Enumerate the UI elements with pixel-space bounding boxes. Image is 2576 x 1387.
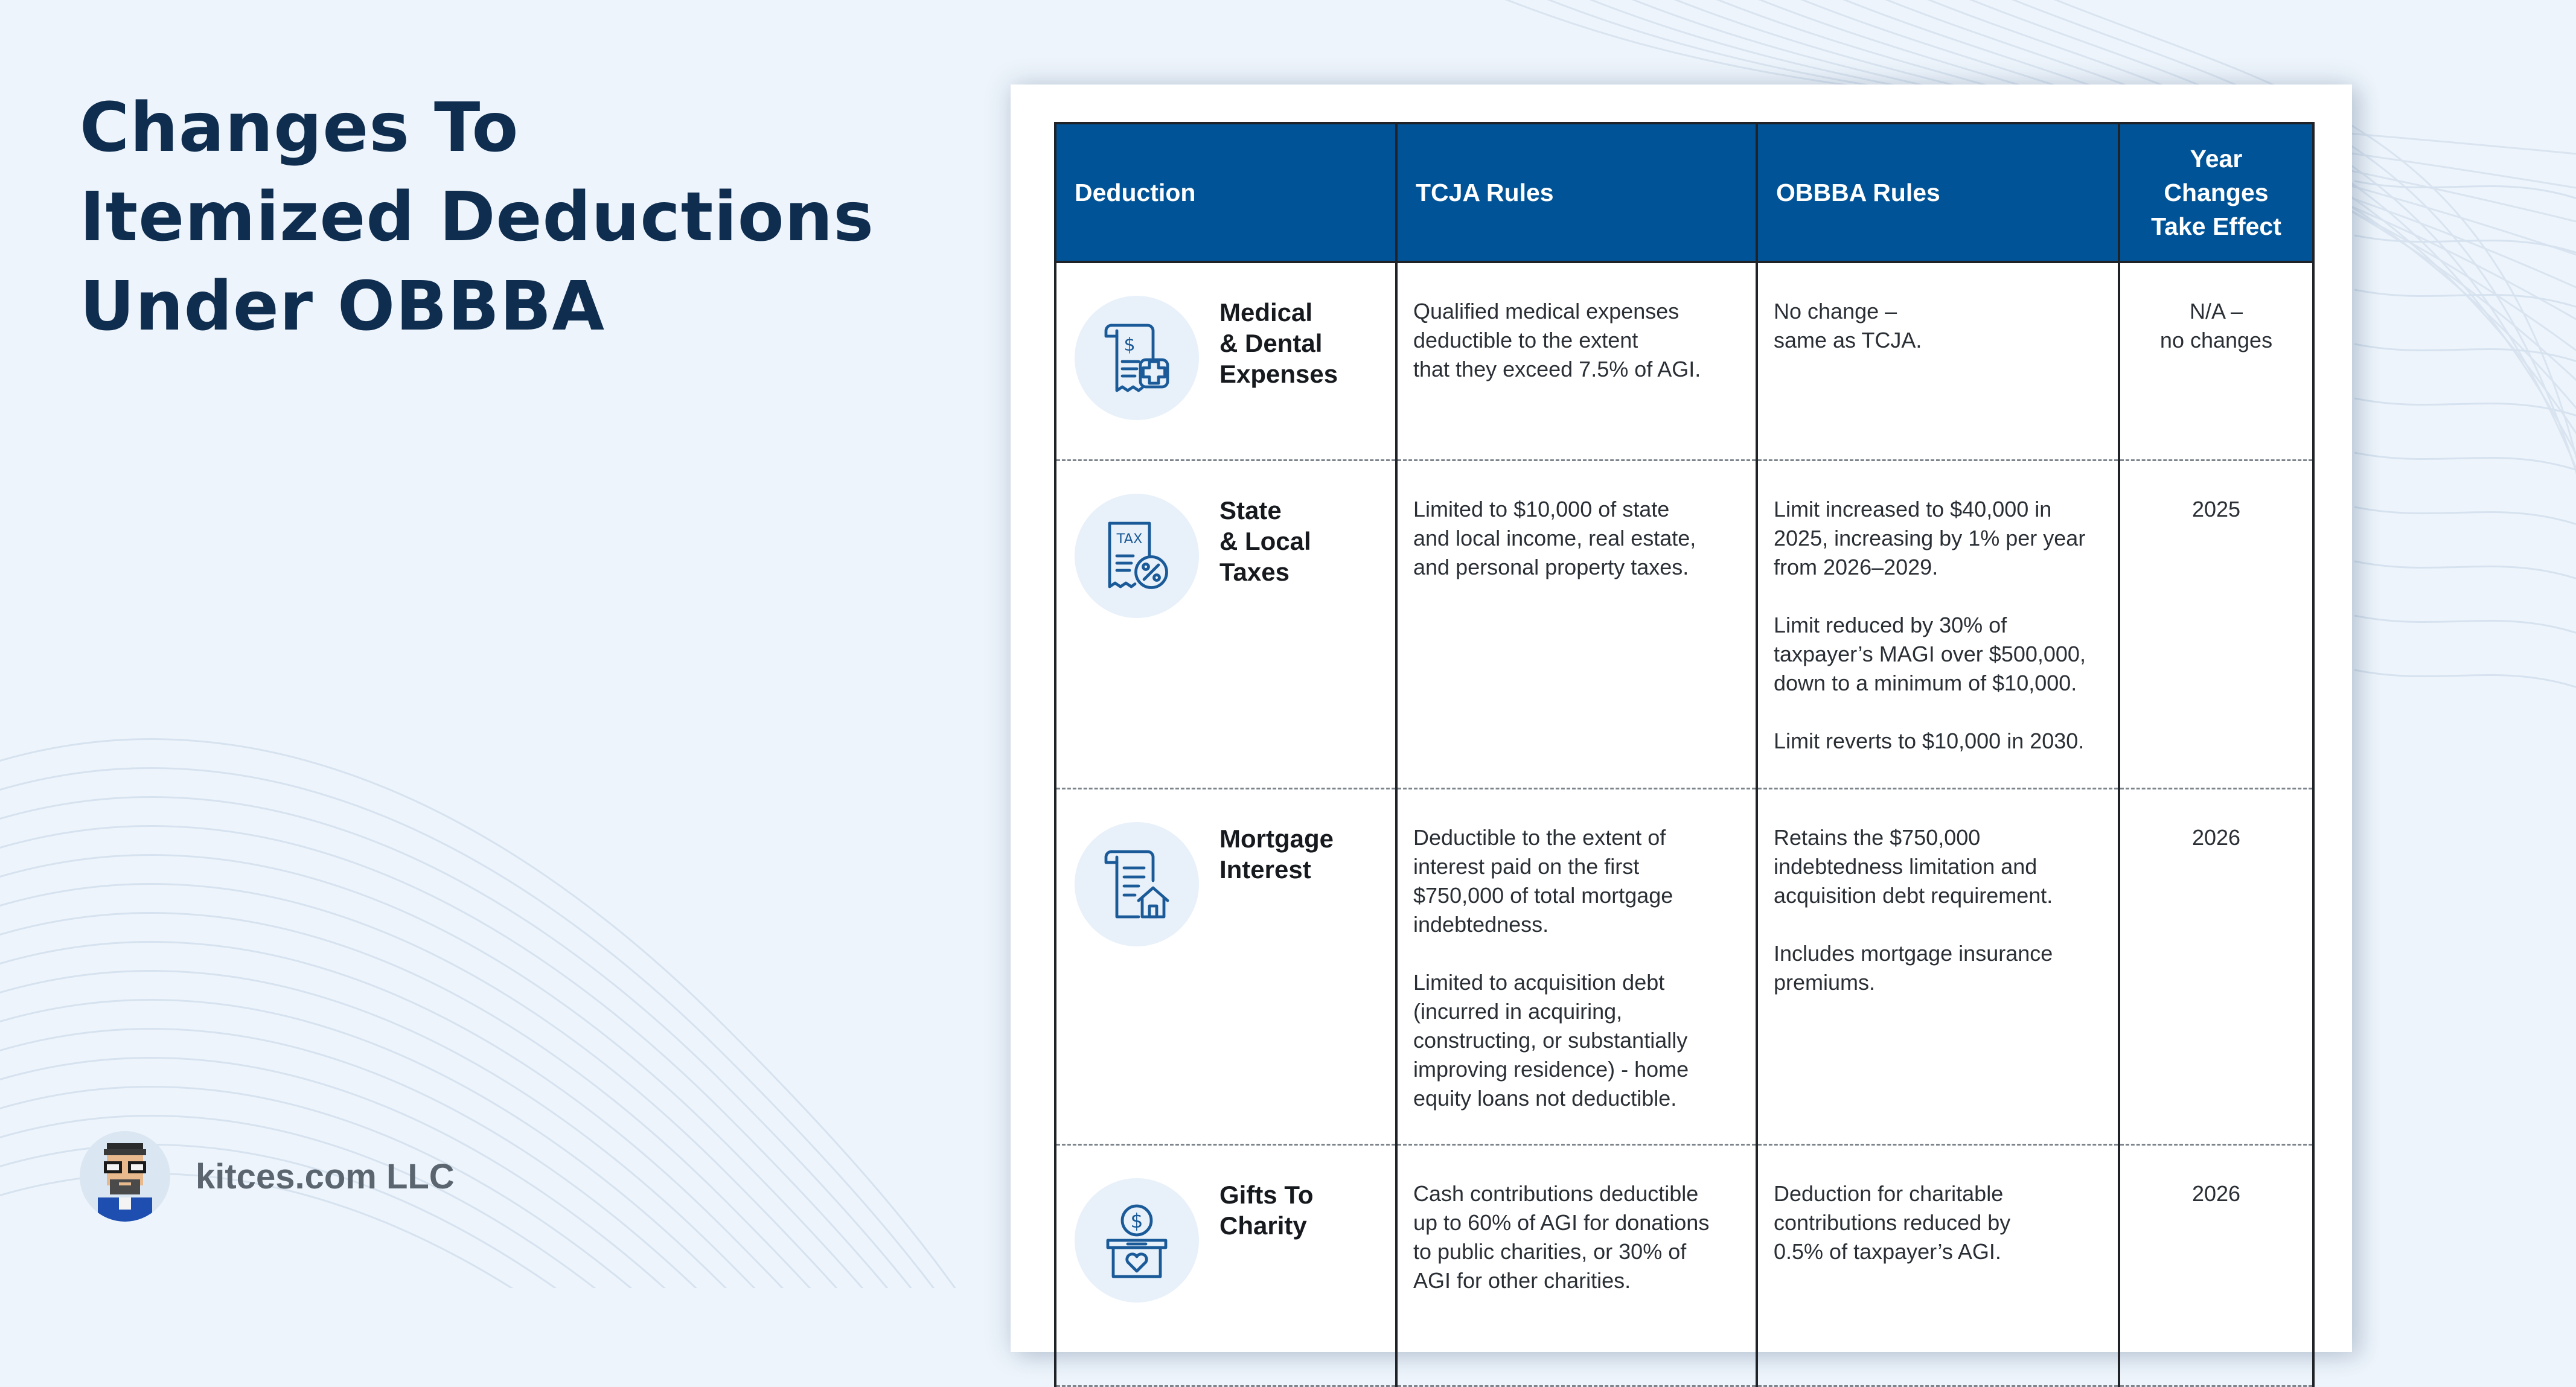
deduction-name [1219, 1179, 1314, 1241]
brand-name: kitces.com LLC [196, 1156, 455, 1196]
icon-badge [1075, 822, 1199, 946]
rule-line: Cash contributions deductible [1413, 1181, 1699, 1206]
rule-paragraph [1413, 823, 1743, 939]
deduction-name-line: Expenses [1219, 360, 1338, 388]
deduction-name-line: Mortgage [1219, 824, 1334, 853]
deduction-name-line: Interest [1219, 855, 1311, 884]
rule-paragraph [1774, 611, 2106, 698]
background-wave-line [0, 971, 1063, 1288]
tax-receipt-icon [1091, 511, 1182, 601]
rule-line: and personal property taxes. [1413, 554, 1689, 579]
rule-paragraph [1413, 1179, 1743, 1295]
header-year-line: Take Effect [2151, 212, 2281, 240]
rule-line: contributions reduced by [1774, 1210, 2011, 1235]
background-wave-line [0, 855, 1063, 1288]
rule-paragraph [1774, 1179, 2106, 1266]
background-wave-line [2354, 235, 2576, 260]
deduction-cell [1055, 460, 1396, 788]
title-line: Changes To [80, 89, 519, 167]
tcja-rule-cell [1396, 262, 1757, 460]
background-wave-line [0, 913, 1063, 1288]
header-deduction: Deduction [1055, 123, 1396, 262]
tcja-rule-cell [1396, 460, 1757, 788]
icon-badge [1075, 296, 1199, 420]
rule-line: up to 60% of AGI for donations [1413, 1210, 1710, 1235]
rule-line: to public charities, or 30% of [1413, 1239, 1687, 1264]
rule-line: $750,000 of total mortgage [1413, 882, 1673, 908]
icon-badge [1075, 1178, 1199, 1303]
rule-paragraph [1774, 823, 2106, 910]
rule-paragraph [1413, 968, 1743, 1113]
rule-line: premiums. [1774, 969, 1876, 995]
rule-line: down to a minimum of $10,000. [1774, 670, 2077, 695]
deduction-cell [1055, 262, 1396, 460]
rule-line: improving residence) - home [1413, 1056, 1689, 1082]
brand [80, 1131, 455, 1222]
year-line: 2025 [2191, 496, 2241, 521]
header-year-line: Changes [2164, 179, 2269, 206]
year-line: N/A – [2189, 299, 2243, 324]
title-line: Under OBBBA [80, 267, 606, 346]
rule-line: indebtedness. [1413, 911, 1549, 937]
obbba-rule-cell [1757, 262, 2119, 460]
avatar [80, 1131, 170, 1222]
rule-paragraph [1774, 727, 2106, 756]
background-wave-line [2354, 453, 2576, 477]
rule-paragraph [1413, 495, 1743, 582]
rule-line: interest paid on the first [1413, 853, 1640, 879]
rule-line: 2025, increasing by 1% per year [1774, 525, 2086, 550]
rule-line: and local income, real estate, [1413, 525, 1696, 550]
rule-line: that they exceed 7.5% of AGI. [1413, 357, 1701, 381]
rule-line: Qualified medical expenses [1413, 299, 1680, 324]
mortgage-document-icon [1091, 839, 1182, 929]
obbba-rule-cell [1757, 460, 2119, 788]
obbba-rule-cell [1757, 788, 2119, 1144]
svg-text:$: $ [1123, 334, 1136, 356]
table-row [1055, 460, 2313, 788]
year-line: 2026 [2191, 1181, 2241, 1206]
deduction-name-line: Charity [1219, 1211, 1307, 1240]
background-wave-line [2354, 507, 2576, 531]
deduction-name [1219, 297, 1338, 389]
deduction-name-line: Taxes [1219, 557, 1290, 586]
rule-line: Limit increased to $40,000 in [1774, 496, 2052, 521]
year-cell [2119, 262, 2313, 460]
rule-line: deductible to the extent [1413, 328, 1638, 352]
rule-line: from 2026–2029. [1774, 554, 1938, 579]
deduction-name-line: & Local [1219, 526, 1311, 555]
deductions-table [1054, 122, 2315, 1387]
deduction-name [1219, 823, 1334, 885]
year-cell [2119, 1144, 2313, 1386]
rule-paragraph [1774, 495, 2106, 582]
medical-bill-icon [1091, 313, 1182, 403]
icon-badge [1075, 494, 1199, 618]
rule-line: taxpayer’s MAGI over $500,000, [1774, 641, 2086, 666]
deduction-cell [1055, 788, 1396, 1144]
svg-text:TAX: TAX [1116, 531, 1143, 547]
background-wave-line [2354, 670, 2576, 694]
header-obbba-rules: OBBBA Rules [1757, 123, 2119, 262]
rule-line: Limited to acquisition debt [1413, 969, 1665, 995]
year-cell [2119, 460, 2313, 788]
rule-line: Includes mortgage insurance [1774, 940, 2053, 966]
background-wave-line [2354, 616, 2576, 640]
table-row [1055, 262, 2313, 460]
table-header-row [1055, 123, 2313, 262]
rule-line: same as TCJA. [1774, 328, 1922, 352]
title-line: Itemized Deductions [80, 178, 875, 257]
background-wave-line [2354, 398, 2576, 422]
rule-line: indebtedness limitation and [1774, 853, 2037, 879]
deduction-name-line: State [1219, 496, 1282, 525]
rule-line: Retains the $750,000 [1774, 824, 1981, 850]
tcja-rule-cell [1396, 788, 1757, 1144]
charity-box-icon [1091, 1195, 1182, 1286]
tcja-rule-cell [1396, 1144, 1757, 1386]
deduction-name-line: Gifts To [1219, 1180, 1314, 1209]
page-title [80, 83, 874, 351]
deduction-name-line: Medical [1219, 298, 1313, 327]
obbba-rule-cell [1757, 1144, 2119, 1386]
rule-line: AGI for other charities. [1413, 1267, 1631, 1293]
header-year-changes [2119, 123, 2313, 262]
deduction-name-line: & Dental [1219, 329, 1323, 357]
rule-line: 0.5% of taxpayer’s AGI. [1774, 1239, 2001, 1264]
background-wave-line [2354, 561, 2576, 585]
table-row [1055, 1144, 2313, 1386]
rule-paragraph [1413, 297, 1743, 384]
rule-line: acquisition debt requirement. [1774, 882, 2053, 908]
header-year-line: Year [2190, 145, 2243, 173]
year-line: 2026 [2191, 824, 2241, 850]
rule-line: constructing, or substantially [1413, 1027, 1688, 1053]
deduction-name [1219, 495, 1311, 587]
document-sheet [1011, 84, 2352, 1352]
rule-line: Deductible to the extent of [1413, 824, 1666, 850]
table-row [1055, 788, 2313, 1144]
rule-paragraph [1774, 297, 2106, 355]
rule-paragraph [1774, 939, 2106, 997]
pixel-avatar-icon [80, 1131, 170, 1222]
rule-line: Deduction for charitable [1774, 1181, 2004, 1206]
year-line: no changes [2159, 328, 2273, 352]
header-tcja-rules: TCJA Rules [1396, 123, 1757, 262]
rule-line: Limit reduced by 30% of [1774, 612, 2007, 637]
svg-text:$: $ [1130, 1208, 1143, 1232]
rule-line: Limited to $10,000 of state [1413, 496, 1670, 521]
deduction-cell [1055, 1144, 1396, 1386]
year-cell [2119, 788, 2313, 1144]
rule-line: No change – [1774, 299, 1897, 324]
rule-line: equity loans not deductible. [1413, 1085, 1677, 1111]
rule-line: (incurred in acquiring, [1413, 998, 1623, 1024]
rule-line: Limit reverts to $10,000 in 2030. [1774, 728, 2085, 753]
